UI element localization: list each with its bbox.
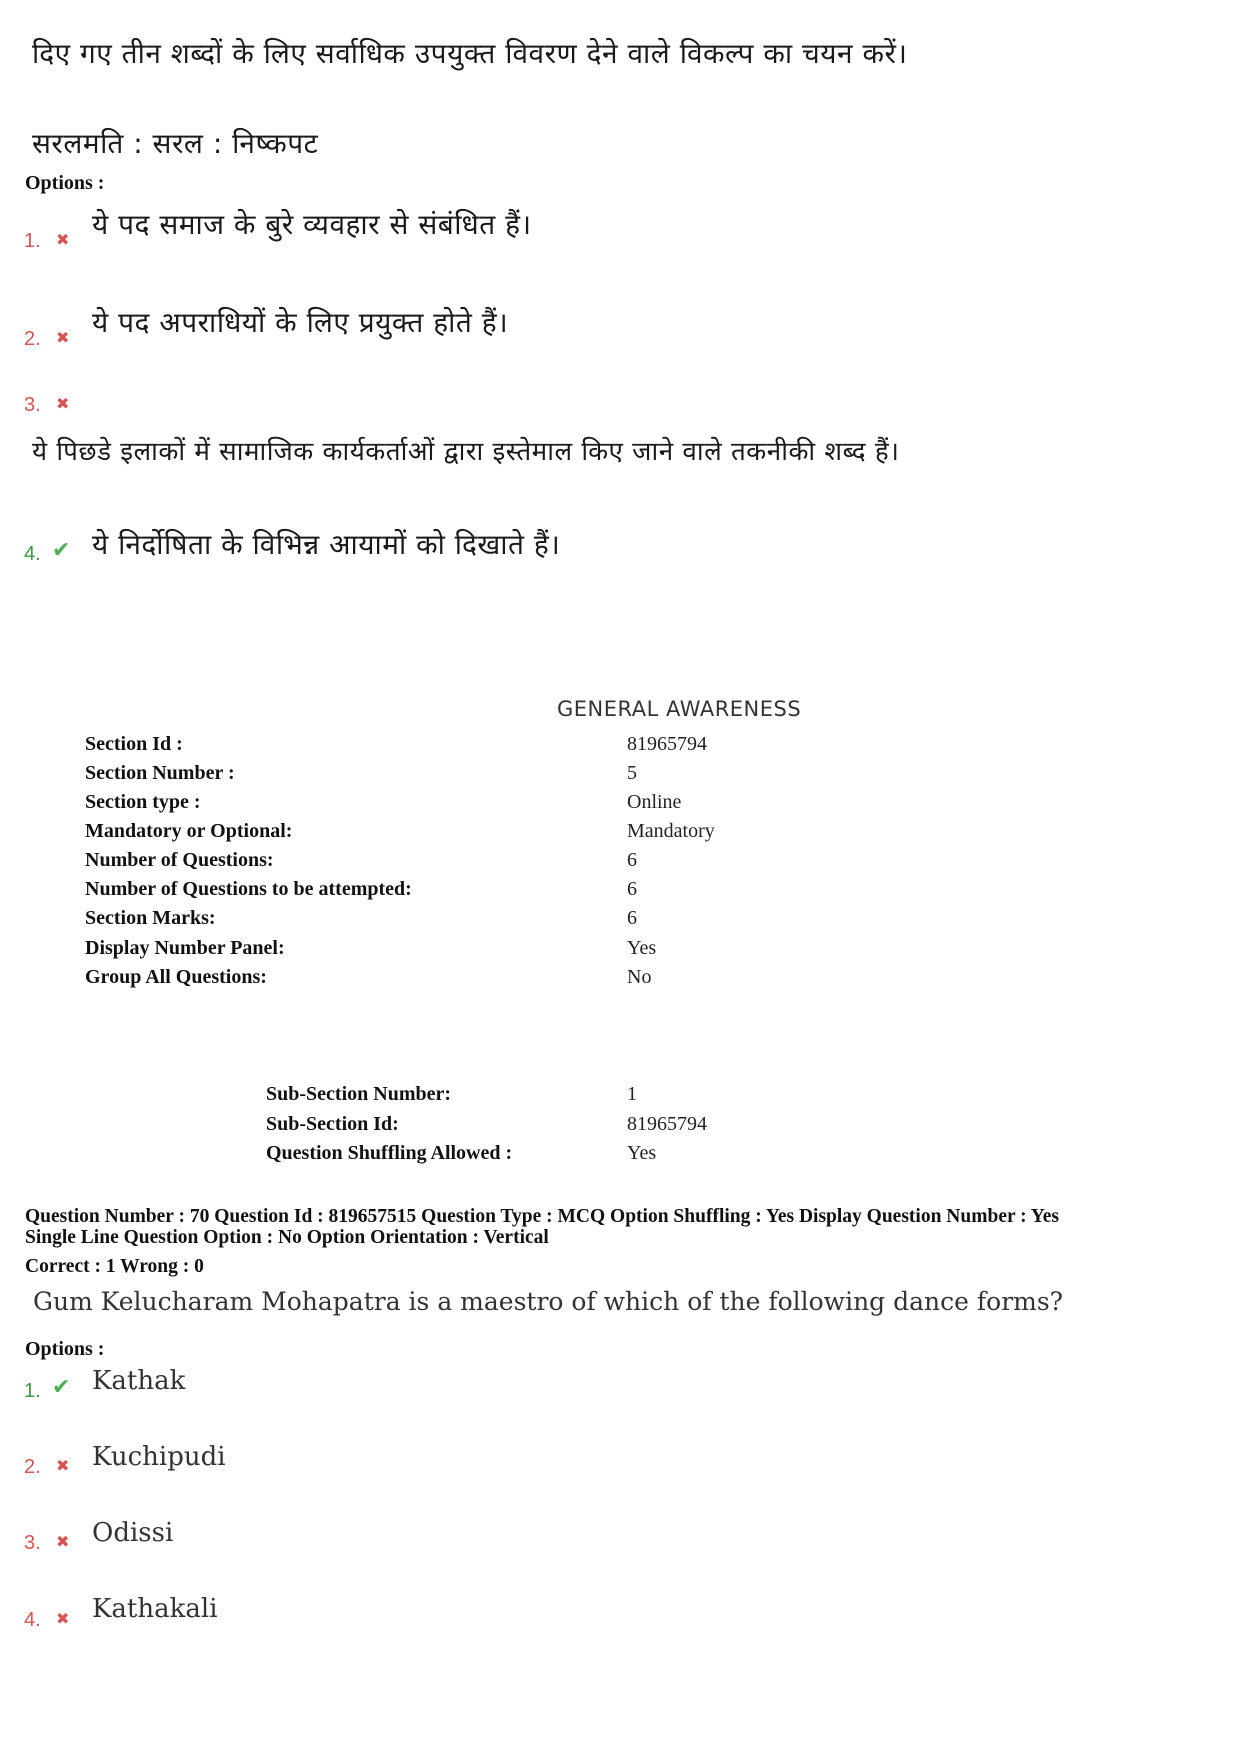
option-row bbox=[24, 230, 41, 253]
section-title: GENERAL AWARENESS bbox=[557, 697, 802, 721]
wrong-mark-icon: ✖ bbox=[56, 1609, 70, 1628]
info-label: Display Number Panel: bbox=[85, 937, 285, 959]
question-words: सरलमति : सरल : निष्कपट bbox=[32, 127, 319, 160]
check-mark-icon: ✔ bbox=[52, 1375, 71, 1400]
option-text: ये पिछडे इलाकों में सामाजिक कार्यकर्ताओं द्वारा इस्तेमाल किए जाने वाले तकनीकी शब्द हैं। bbox=[32, 437, 900, 467]
info-label: Sub-Section Number: bbox=[266, 1083, 452, 1105]
info-label: Group All Questions: bbox=[85, 966, 267, 988]
option-number: 2. bbox=[24, 1456, 41, 1478]
option-text: ये निर्दोषिता के विभिन्न आयामों को दिखाते हैं। bbox=[92, 528, 561, 561]
info-value: Online bbox=[627, 791, 682, 813]
option-number: 1. bbox=[24, 1380, 41, 1402]
info-label: Number of Questions to be attempted: bbox=[85, 878, 412, 900]
info-label: Section Id : bbox=[85, 733, 183, 755]
wrong-mark-icon: ✖ bbox=[56, 1456, 70, 1475]
option-number: 4. bbox=[24, 543, 41, 565]
question-meta-line1: Question Number : 70 Question Id : 819657515 Question Type : MCQ Option Shuffling : Yes Display Question Number : Yes bbox=[25, 1206, 1059, 1227]
options-label: Options : bbox=[25, 1338, 105, 1360]
option-number: 1. bbox=[24, 230, 41, 252]
info-value: 1 bbox=[627, 1083, 637, 1105]
option-text: ये पद अपराधियों के लिए प्रयुक्त होते हैं। bbox=[92, 306, 509, 339]
option-text: Kuchipudi bbox=[92, 1442, 226, 1472]
wrong-mark-icon: ✖ bbox=[56, 1532, 70, 1551]
option-row bbox=[24, 543, 41, 566]
option-number: 2. bbox=[24, 328, 41, 350]
info-value: No bbox=[627, 966, 652, 988]
info-value: 6 bbox=[627, 849, 637, 871]
info-value: Yes bbox=[627, 937, 657, 959]
option-text: Kathak bbox=[92, 1366, 186, 1396]
info-value: 81965794 bbox=[627, 1113, 707, 1135]
option-text: Kathakali bbox=[92, 1594, 218, 1624]
info-label: Section Number : bbox=[85, 762, 235, 784]
option-number: 3. bbox=[24, 394, 41, 416]
info-value: Yes bbox=[627, 1142, 657, 1164]
option-row bbox=[24, 1456, 41, 1479]
info-label: Mandatory or Optional: bbox=[85, 820, 293, 842]
info-label: Section Marks: bbox=[85, 907, 216, 929]
info-value: 6 bbox=[627, 907, 637, 929]
wrong-mark-icon: ✖ bbox=[56, 230, 70, 249]
option-row bbox=[24, 1380, 41, 1403]
option-number: 4. bbox=[24, 1609, 41, 1631]
option-text: Odissi bbox=[92, 1518, 174, 1548]
options-label: Options : bbox=[25, 172, 105, 194]
wrong-mark-icon: ✖ bbox=[56, 394, 70, 413]
wrong-mark-icon: ✖ bbox=[56, 328, 70, 347]
check-mark-icon: ✔ bbox=[52, 538, 71, 563]
info-value: 6 bbox=[627, 878, 637, 900]
option-row bbox=[24, 394, 41, 417]
question-instruction: दिए गए तीन शब्दों के लिए सर्वाधिक उपयुक्त विवरण देने वाले विकल्प का चयन करें। bbox=[32, 37, 908, 70]
info-label: Question Shuffling Allowed : bbox=[266, 1142, 513, 1164]
option-row bbox=[24, 1532, 41, 1555]
option-row bbox=[24, 328, 41, 351]
info-label: Sub-Section Id: bbox=[266, 1113, 399, 1135]
info-value: Mandatory bbox=[627, 820, 715, 842]
question-text: Gum Kelucharam Mohapatra is a maestro of which of the following dance forms? bbox=[33, 1287, 1064, 1316]
question-marks: Correct : 1 Wrong : 0 bbox=[25, 1256, 204, 1277]
info-value: 5 bbox=[627, 762, 637, 784]
info-label: Section type : bbox=[85, 791, 201, 813]
question-meta-line2: Single Line Question Option : No Option Orientation : Vertical bbox=[25, 1227, 549, 1248]
option-row bbox=[24, 1609, 41, 1632]
option-text: ये पद समाज के बुरे व्यवहार से संबंधित हैं। bbox=[92, 208, 532, 241]
option-number: 3. bbox=[24, 1532, 41, 1554]
info-label: Number of Questions: bbox=[85, 849, 274, 871]
info-value: 81965794 bbox=[627, 733, 707, 755]
